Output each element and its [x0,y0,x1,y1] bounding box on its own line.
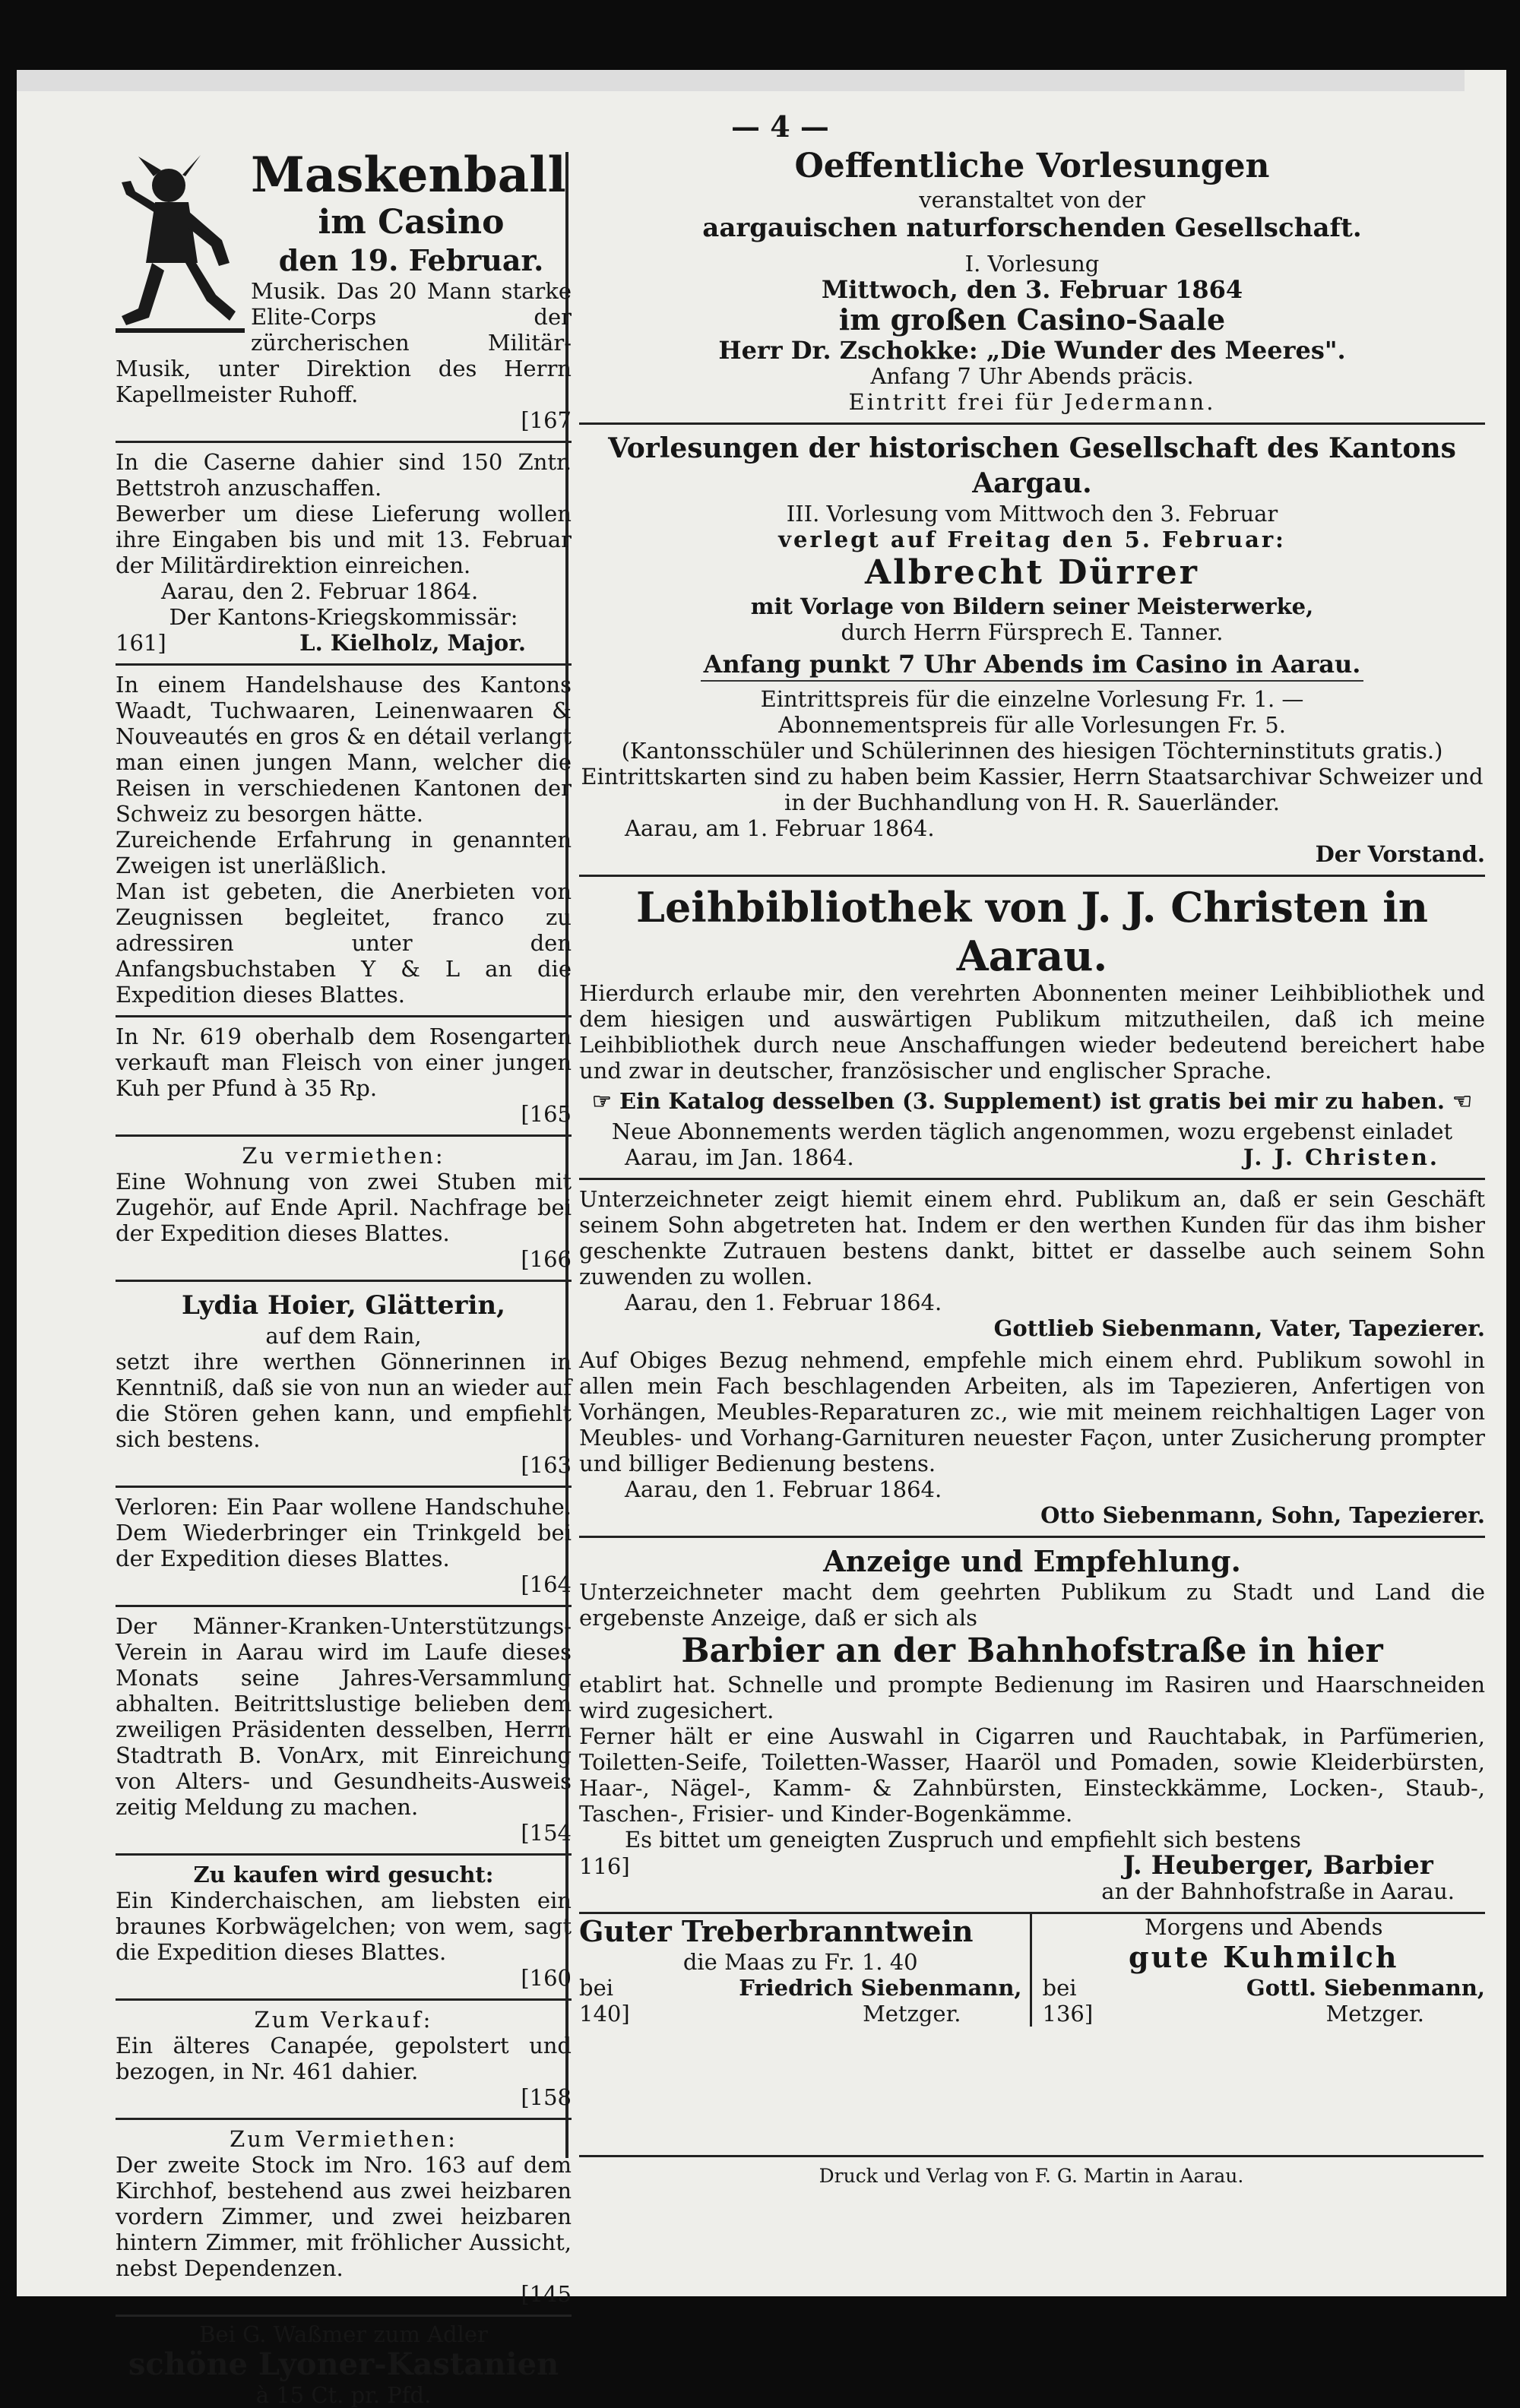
verkauf-head: Zum Verkauf: [254,2007,433,2033]
barbier-sign2: an der Bahnhofstraße in Aarau. [1101,1878,1455,1904]
vorlesungen-start: Anfang 7 Uhr Abends präcis. [870,363,1194,389]
pointing-hand-icon: ☞ [591,1088,620,1114]
ad-kuhmilch [1032,1914,1486,2027]
kaufen-head: Zu kaufen wird gesucht: [193,1862,494,1887]
right-column [579,140,1485,2027]
leihbib-katalog [579,1088,1485,1114]
verein-ref: [154 [521,1820,572,1846]
kuhmilch-title: gute Kuhmilch [1129,1940,1399,1974]
vermiethen2-ref: [145 [521,2281,572,2307]
maskenball-text: Musik. Das 20 Mann starke Elite-Corps der zürcherischen Militär-Musik, unter Direktion des Herrn Kapellmeister Ruhoff. [116,278,572,407]
verloren-ref: [164 [521,1571,572,1597]
kuhmilch-bei: bei [1042,1975,1077,2001]
hoier-place: auf dem Rain, [265,1323,422,1349]
ad-siebenmann [579,1180,1485,1538]
kuhmilch-name: Gottl. Siebenmann, [1246,1975,1485,2001]
historische-price1: Eintrittspreis für die einzelne Vorlesung Fr. 1. — [760,686,1304,712]
siebenmann-sign1: Gottlieb Siebenmann, Vater, Tapezierer. [993,1315,1485,1341]
historische-l1: III. Vorlesung vom Mittwoch den 3. Februar [786,501,1278,527]
maskenball-ref: [167 [521,407,572,433]
top-margin-strip [17,70,1465,91]
handelshaus-p2: Zureichende Erfahrung in genannten Zweigen ist unerläßlich. [116,827,572,878]
ad-historische [579,425,1485,877]
ad-verein [116,1607,572,1856]
historische-title: Vorlesungen der historischen Gesellschaft des Kantons Aargau. [608,432,1456,499]
vorlesungen-entry: Eintritt frei für Jedermann. [848,389,1216,415]
barbier-sign: J. Heuberger, Barbier [1123,1850,1433,1881]
historische-price2: Abonnementspreis für alle Vorlesungen Fr. 5. [778,712,1286,738]
vermiethen2-head: Zum Vermiethen: [230,2126,458,2152]
page-number: — 4 — [731,109,829,144]
ad-treber [579,1914,1032,2027]
ad-hoier [116,1282,572,1488]
wohnung-text: Eine Wohnung von zwei Stuben mit Zugehör, auf Ende April. Nachfrage bei der Expedition dieses Blattes. [116,1169,572,1246]
historische-cards: Eintrittskarten sind zu haben beim Kassier, Herrn Staatsarchivar Schweizer und in der Buchhandlung von H. R. Sauerländer. [581,764,1484,815]
kastanien-line1: Bei G. Waßmer zum Adler [199,2321,488,2347]
kuhmilch-l1: Morgens und Abends [1145,1914,1383,1940]
ad-verkauf [116,2001,572,2120]
historische-l2: verlegt auf Freitag den 5. Februar: [778,527,1286,552]
barbier-ref: 116] [579,1853,630,1879]
verkauf-ref: [158 [521,2084,572,2110]
fleisch-ref: [165 [521,1101,572,1127]
vorlesungen-nr: I. Vorlesung [964,251,1100,277]
barbier-p3: Ferner hält er eine Auswahl in Cigarren und Rauchtabak, in Parfümerien, Toiletten-Seife, Toiletten-Wasser, Haaröl und Pomaden, sowie Kleiderbürsten, Haar-, Nägel-, Kamm- & Zahnbürsten, Einsteckkämme, Locken-, Staub-, Taschen-, Frisier- und Kinder-Bogenkämme. [579,1723,1485,1827]
historische-free: (Kantonsschüler und Schülerinnen des hiesigen Töchterninstituts gratis.) [621,738,1443,764]
handelshaus-p1: In einem Handelshause des Kantons Waadt, Tuchwaaren, Leinenwaaren & Nouveautés en gros & en détail verlangt man einen jungen Mann, welcher die Reisen in verschiedenen Kantonen der Schweiz zu besorgen hätte. [116,672,572,827]
historische-start: Anfang punkt 7 Uhr Abends im Casino in Aarau. [701,648,1363,682]
treber-job: Metzger. [863,2001,961,2027]
leihbib-place: Aarau, im Jan. 1864. [625,1144,854,1170]
ad-maskenball [116,143,572,443]
caserne-ref: 161] [116,630,166,656]
bottom-ads [579,1914,1485,2027]
caserne-place: Aarau, den 2. Februar 1864. [161,578,479,604]
vorlesungen-speaker: Herr Dr. Zschokke: „Die Wunder des Meeres". [718,336,1346,365]
kaufen-text: Ein Kinderchaischen, am liebsten ein braunes Korbwägelchen; von wem, sagt die Expedition dieses Blattes. [116,1887,572,1965]
treber-ref: 140] [579,2001,630,2027]
kuhmilch-ref: 136] [1042,2001,1094,2027]
vorlesungen-by: veranstaltet von der [919,187,1145,213]
leihbib-abo: Neue Abonnements werden täglich angenommen, wozu ergebenst einladet [611,1119,1453,1144]
treber-bei: bei [579,1975,614,2001]
ad-leihbibliothek [579,877,1485,1180]
newspaper-page [17,70,1506,2408]
wohnung-ref: [166 [521,1246,572,1272]
leihbib-title: Leihbibliothek von J. J. Christen in Aarau. [635,883,1429,980]
ad-barbier [579,1538,1485,1914]
treber-price: die Maas zu Fr. 1. 40 [682,1949,918,1975]
siebenmann-p1: Unterzeichneter zeigt hiemit einem ehrd. Publikum an, daß er sein Geschäft seinem Sohn abgetreten hat. Indem er den werthen Kunden für das ihm bisher geschenkte Zutrauen bestens dankt, bittet er dasselbe auch seinem Sohn zuwenden zu wollen. [579,1186,1485,1289]
maskenball-subtitle: im Casino [318,203,505,242]
historische-l3: mit Vorlage von Bildern seiner Meisterwerke, [750,593,1314,619]
siebenmann-place2: Aarau, den 1. Februar 1864. [625,1476,942,1502]
vorlesungen-place: im großen Casino-Saale [838,302,1226,337]
fleisch-text: In Nr. 619 oberhalb dem Rosengarten verkauft man Fleisch von einer jungen Kuh per Pfund à 35 Rp. [116,1024,572,1101]
ad-verloren [116,1488,572,1607]
barbier-big: Barbier an der Bahnhofstraße in hier [681,1631,1383,1670]
vorlesungen-society: aargauischen naturforschenden Gesellschaft. [702,213,1362,243]
imprint: Druck und Verlag von F. G. Martin in Aarau. [579,2155,1484,2187]
treber-name: Friedrich Siebenmann, [739,1975,1022,2001]
historische-sign: Der Vorstand. [1315,841,1485,867]
hoier-ref: [163 [521,1452,572,1478]
hoier-name: Lydia Hoier, Glätterin, [182,1290,505,1321]
leihbib-text: Hierdurch erlaube mir, den verehrten Abonnenten meiner Leihbibliothek und dem hiesigen und auswärtigen Publikum mitzutheilen, daß ich meine Leihbibliothek durch neue Anschaffungen wieder bedeutend bereichert habe und zwar in deutscher, französischer und englischer Sprache. [579,980,1485,1084]
ad-vermiethen2 [116,2120,572,2317]
ad-handelshaus [116,666,572,1017]
ad-wohnung [116,1137,572,1282]
ad-vorlesungen [579,140,1485,425]
handelshaus-p3: Man ist gebeten, die Anerbieten von Zeugnissen begleitet, franco zu adressiren unter den Anfangsbuchstaben Y & L an die Expedition dieses Blattes. [116,878,572,1008]
kastanien-price: à 15 Ct. pr. Pfd. [255,2382,432,2408]
historische-l4: durch Herrn Fürsprech E. Tanner. [841,619,1224,645]
vermiethen2-text: Der zweite Stock im Nro. 163 auf dem Kirchhof, bestehend aus zwei heizbaren vordern Zimmer, und zwei heizbaren hintern Zimmer, mit fröhlicher Aussicht, nebst Dependenzen. [116,2152,572,2281]
historische-place: Aarau, am 1. Februar 1864. [625,815,935,841]
maskenball-title: Maskenball [251,147,566,204]
leihbib-katalog-text: Ein Katalog desselben (3. Supplement) ist gratis bei mir zu haben. [619,1088,1445,1114]
siebenmann-p2: Auf Obiges Bezug nehmend, empfehle mich einem ehrd. Publikum sowohl in allen mein Fach beschlagenden Arbeiten, als im Tapezieren, Anfertigen von Vorhängen, Meubles-Reparaturen zc., wie mit meinem reichhaltigen Lager von Meubles- und Vorhang-Garnituren neuester Façon, unter Zusicherung prompter und billiger Bedienung bestens. [579,1347,1485,1476]
ad-caserne [116,443,572,666]
vorlesungen-title: Oeffentliche Vorlesungen [794,147,1270,185]
ad-kastanien [116,2317,572,2408]
ad-kaufen [116,1856,572,2001]
pointing-hand-left-icon: ☜ [1444,1088,1473,1114]
left-column [116,143,572,2408]
kuhmilch-job: Metzger. [1325,2001,1424,2027]
barbier-p1: Unterzeichneter macht dem geehrten Publikum zu Stadt und Land die ergebenste Anzeige, daß er sich als [579,1579,1485,1631]
caserne-office: Der Kantons-Kriegskommissär: [169,604,518,630]
ad-fleisch [116,1017,572,1137]
jester-illustration [116,149,245,346]
wohnung-head: Zu vermiethen: [242,1143,445,1169]
hoier-text: setzt ihre werthen Gönnerinnen in Kenntniß, daß sie von nun an wieder auf die Stören gehen kann, und empfiehlt sich bestens. [116,1349,572,1452]
caserne-p1: In die Caserne dahier sind 150 Zntr. Bettstroh anzuschaffen. [116,449,572,501]
caserne-p2: Bewerber um diese Lieferung wollen ihre Eingaben bis und mit 13. Februar der Militärdirektion einreichen. [116,501,572,578]
verloren-text: Verloren: Ein Paar wollene Handschuhe. Dem Wiederbringer ein Trinkgeld bei der Expedition dieses Blattes. [116,1494,572,1571]
vorlesungen-date: Mittwoch, den 3. Februar 1864 [821,275,1243,304]
verkauf-text: Ein älteres Canapée, gepolstert und bezogen, in Nr. 461 dahier. [116,2033,572,2084]
treber-title: Guter Treberbranntwein [579,1914,974,1948]
kastanien-title: schöne Lyoner-Kastanien [128,2346,559,2382]
barbier-p2: etablirt hat. Schnelle und prompte Bedienung im Rasiren und Haarschneiden wird zugesichert. [579,1672,1485,1723]
barbier-p4: Es bittet um geneigten Zuspruch und empfiehlt sich bestens [625,1827,1301,1853]
historische-name: Albrecht Dürrer [865,553,1199,592]
kaufen-ref: [160 [521,1965,572,1991]
barbier-title: Anzeige und Empfehlung. [823,1544,1241,1578]
siebenmann-sign2: Otto Siebenmann, Sohn, Tapezierer. [1040,1502,1485,1528]
leihbib-sign: J. J. Christen. [1243,1144,1439,1170]
siebenmann-place1: Aarau, den 1. Februar 1864. [625,1289,942,1315]
caserne-name: L. Kielholz, Major. [299,630,526,656]
maskenball-date: den 19. Februar. [278,243,544,277]
verein-text: Der Männer-Kranken-Unterstützungs-Verein in Aarau wird im Laufe dieses Monats seine Jahres-Versammlung abhalten. Beitrittslustige belieben dem zweiligen Präsidenten desselben, Herrn Stadtrath B. VonArx, mit Einreichung von Alters- und Gesundheits-Ausweis zeitig Meldung zu machen. [116,1613,572,1820]
